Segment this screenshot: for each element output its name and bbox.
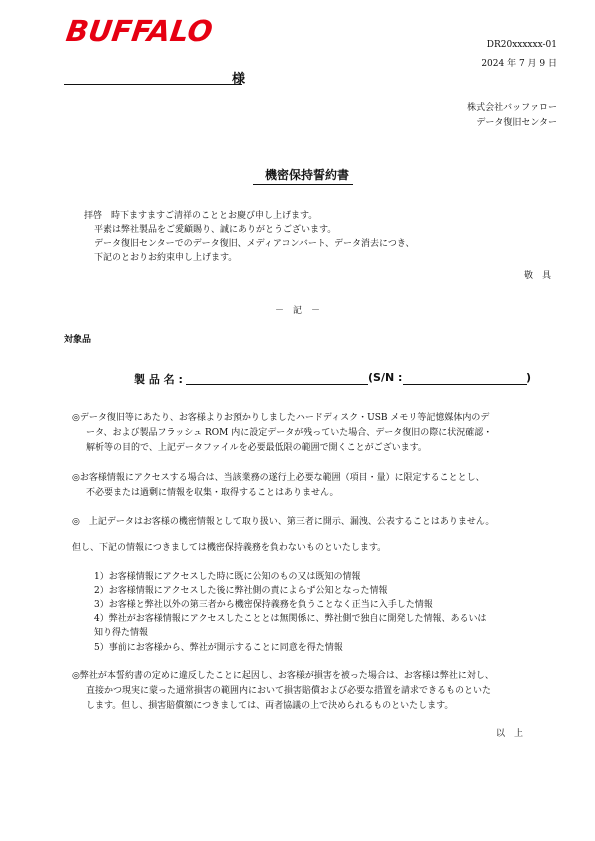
clause-line: します。但し、損害賠償額につきましては、両者協議の上で決められるものといたします。: [86, 701, 454, 711]
greeting-line: 拝啓 時下ますますご清祥のこととお慶び申し上げます。: [84, 211, 318, 221]
greeting-line: データ復旧センターでのデータ復旧、メディアコンバート、データ消去につき、: [94, 239, 415, 249]
serial-number-label: (S/N :: [368, 371, 403, 384]
serial-number-close: ): [526, 371, 532, 384]
exception-item: 4）弊社がお客様情報にアクセスしたこととは無関係に、弊社側で独自に開発した情報、あるいは: [94, 614, 487, 624]
product-name-label: 製 品 名 :: [134, 373, 183, 386]
document-date: 2024 年 7 月 9 日: [481, 59, 557, 69]
company-name: 株式会社バッファロー: [467, 103, 557, 113]
department-name: データ復旧センター: [476, 118, 557, 128]
greeting-line: 平素は弊社製品をご愛顧賜り、誠にありがとうございます。: [94, 225, 337, 235]
serial-number-line: [403, 384, 527, 385]
clause-line: 直接かつ現実に蒙った通常損害の範囲内において損害賠償および必要な措置を請求できるものといた: [86, 686, 492, 696]
exception-intro: 但し、下記の情報につきましては機密保持義務を負わないものといたします。: [72, 543, 387, 553]
exception-item-continued: 知り得た情報: [94, 628, 149, 638]
document-number: DR20xxxxxx-01: [486, 40, 557, 50]
exception-item: 2）お客様情報にアクセスした後に弊社側の責によらず公知となった情報: [94, 586, 388, 596]
exception-item: 1）お客様情報にアクセスした時に既に公知のもの又は既知の情報: [94, 572, 361, 582]
clause-line: ◎お客様情報にアクセスする場合は、当該業務の遂行上必要な範囲（項目・量）に限定することとし、: [72, 473, 485, 483]
product-name-line: [186, 384, 368, 385]
exception-item: 5）事前にお客様から、弊社が開示することに同意を得た情報: [94, 643, 343, 653]
document-end-mark: 以 上: [495, 729, 523, 739]
greeting-closing: 敬 具: [523, 271, 551, 281]
clause-line: ◎弊社が本誓約書の定めに違反したことに起因し、お客様が損害を被った場合は、お客様は弊社に対し、: [72, 671, 494, 681]
recipient-honorific: 様: [232, 72, 246, 87]
recipient-name-line: [64, 70, 242, 85]
clause-line: ータ、および製品フラッシュ ROM 内に設定データが残っていた場合、データ復旧の際に状況確認・: [86, 428, 493, 438]
exception-item: 3）お客様と弊社以外の第三者から機密保持義務を負うことなく正当に入手した情報: [94, 600, 433, 610]
ki-marker: － 記 －: [274, 306, 320, 316]
target-heading: 対象品: [64, 335, 92, 345]
document-title: 機密保持誓約書: [253, 166, 353, 185]
clause-confidentiality: ◎ 上記データはお客様の機密情報として取り扱い、第三者に開示、漏洩、公表することはありません。: [72, 517, 495, 527]
clause-line: 不必要または過剰に情報を収集・取得することはありません。: [86, 488, 339, 498]
clause-line: ◎データ復旧等にあたり、お客様よりお預かりしましたハードディスク・USB メモリ等記憶媒体内のデ: [72, 413, 490, 423]
buffalo-logo: BUFFALO: [64, 14, 215, 48]
clause-line: 解析等の目的で、上記データファイルを必要最低限の範囲で開くことがございます。: [86, 443, 427, 453]
greeting-line: 下記のとおりお約束申し上げます。: [94, 253, 238, 263]
